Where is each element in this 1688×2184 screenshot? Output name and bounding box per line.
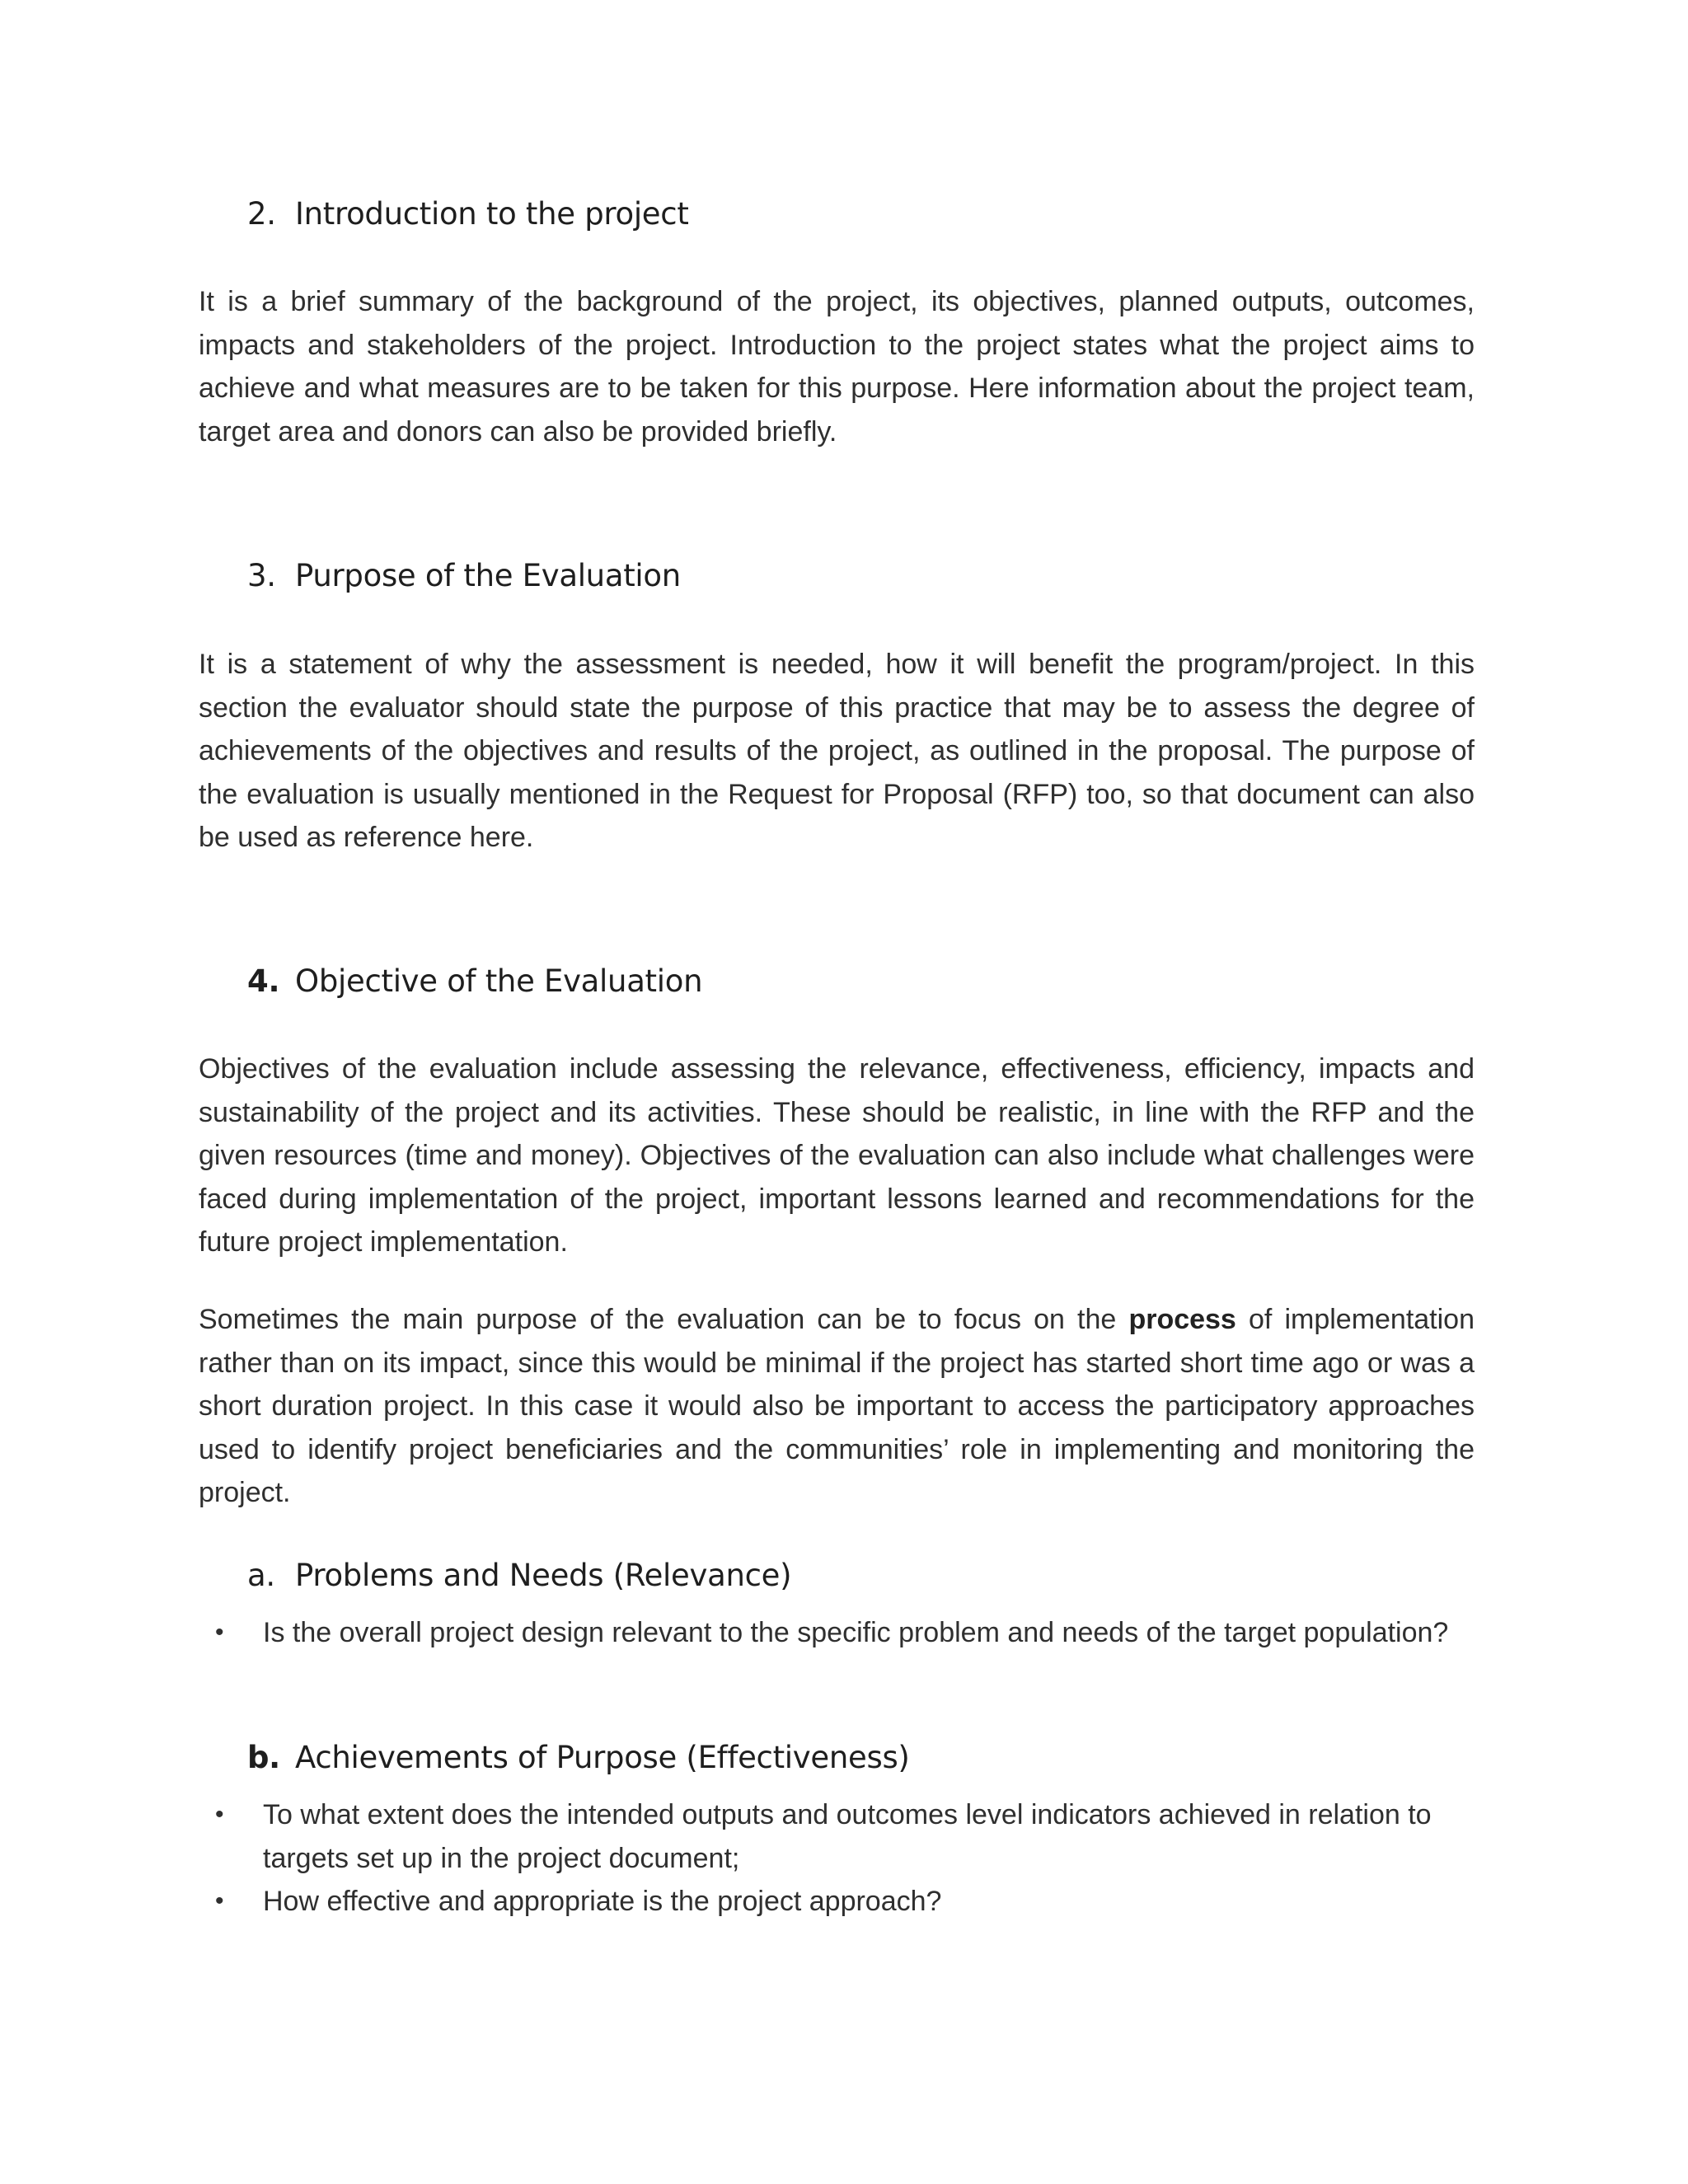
emphasis-text: process [1128,1304,1236,1335]
bullet-icon: • [215,1801,224,1828]
section-4-heading [247,963,702,999]
bullet-icon: • [215,1887,224,1915]
section-title: Purpose of the Evaluation [295,558,681,593]
subsection-b-heading [247,1740,910,1775]
section-number: 4. [247,963,280,999]
subsection-a-heading [247,1558,791,1593]
subsection-b-bullets [199,1793,1475,1924]
section-number: 2. [247,196,276,232]
paragraph-text: of implementation rather than on its impact, since this would be minimal if the project has started short time ago or was a short duration project. In this case it would also be important to access the participatory approaches used to identify project beneficiaries and the communities’ role in implementing and monitoring the project. [199,1304,1475,1508]
subsection-letter: a. [247,1558,275,1593]
section-2-heading [247,196,689,232]
subsection-title: Problems and Needs (Relevance) [295,1558,792,1593]
list-item [199,1611,1475,1655]
list-item-text: Is the overall project design relevant to the specific problem and needs of the target population? [263,1617,1449,1648]
list-item [199,1880,1475,1924]
list-item-text: To what extent does the intended outputs and outcomes level indicators achieved in relation to targets set up in the project document; [263,1799,1432,1874]
section-4-paragraph-1: Objectives of the evaluation include assessing the relevance, effectiveness, efficiency, impacts and sustainability of the project and its activities. These should be realistic, in line with the RFP and the given resources (time and money). Objectives of the evaluation can also include what challenges were faced during implementation of the project, important lessons learned and recommendations for the future project implementation. [199,1053,1475,1258]
paragraph-text: Sometimes the main purpose of the evaluation can be to focus on the [199,1304,1129,1335]
subsection-a-bullets [199,1611,1475,1655]
section-3-heading [247,558,681,593]
subsection-title: Achievements of Purpose (Effectiveness) [295,1740,910,1775]
section-3-paragraph: It is a statement of why the assessment is needed, how it will benefit the program/project. In this section the evaluator should state the purpose of this practice that may be to assess the degree of achievements of the objectives and results of the project, as outlined in the proposal. The purpose of the evaluation is usually mentioned in the Request for Proposal (RFP) too, so that document can also be used as reference here. [199,649,1475,853]
section-2-paragraph: It is a brief summary of the background of the project, its objectives, planned outputs, outcomes, impacts and stakeholders of the project. Introduction to the project states what the project aims to achieve and what measures are to be taken for this purpose. Here information about the project team, target area and donors can also be provided briefly. [199,286,1475,448]
bullet-icon: • [215,1619,224,1646]
subsection-letter: b. [247,1740,280,1775]
list-item-text: How effective and appropriate is the project approach? [263,1886,942,1917]
list-item [199,1793,1475,1880]
section-title: Objective of the Evaluation [295,963,703,999]
section-title: Introduction to the project [295,196,689,232]
section-number: 3. [247,558,276,593]
section-4-paragraph-2 [199,1298,1475,1515]
